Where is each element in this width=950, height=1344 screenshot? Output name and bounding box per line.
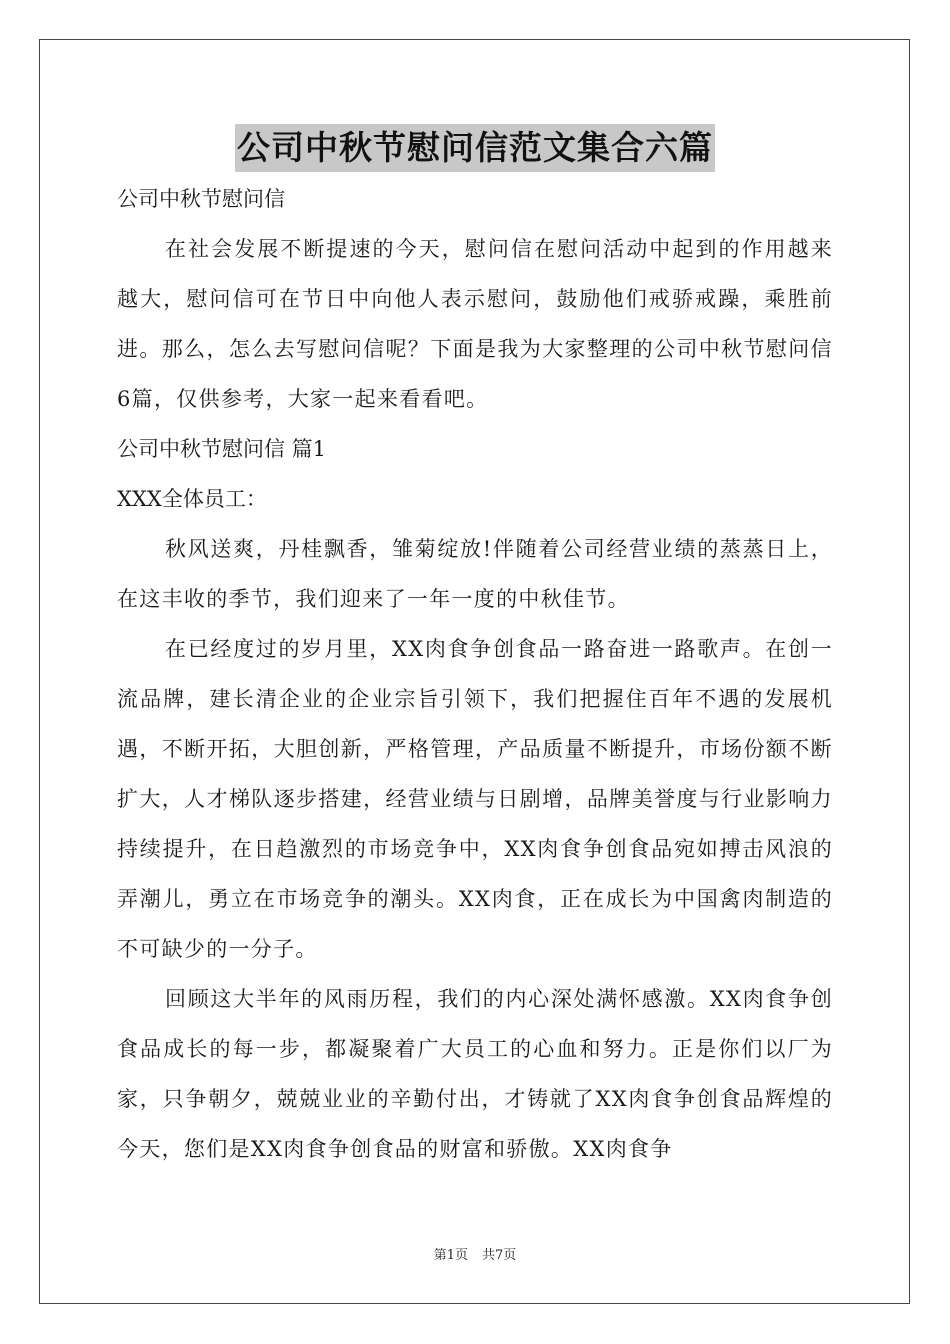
document-body <box>117 174 833 1174</box>
section-heading: 公司中秋节慰问信 篇1 <box>117 437 327 461</box>
page-total: 共7页 <box>482 1248 517 1263</box>
title-container <box>0 124 950 172</box>
document-title: 公司中秋节慰问信范文集合六篇 <box>235 124 715 172</box>
salutation: XXX全体员工： <box>117 487 267 511</box>
body-paragraph-3: 回顾这大半年的风雨历程，我们的内心深处满怀感激。XX肉食争创食品成长的每一步，都凝聚着广大员工的心血和努力。正是你们以厂为家，只争朝夕，兢兢业业的辛勤付出，才铸就了XX肉食争创食品辉煌的今天，您们是XX肉食争创食品的财富和骄傲。XX肉食争 <box>117 987 833 1161</box>
page-number: 第1页 <box>433 1248 468 1263</box>
intro-paragraph: 在社会发展不断提速的今天，慰问信在慰问活动中起到的作用越来越大，慰问信可在节日中向他人表示慰问，鼓励他们戒骄戒躁，乘胜前进。那么，怎么去写慰问信呢？下面是我为大家整理的公司中秋节慰问信6篇，仅供参考，大家一起来看看吧。 <box>117 237 833 411</box>
page-footer <box>0 1244 950 1263</box>
document-subtitle: 公司中秋节慰问信 <box>117 187 285 211</box>
body-paragraph-2: 在已经度过的岁月里，XX肉食争创食品一路奋进一路歌声。在创一流品牌，建长清企业的企业宗旨引领下，我们把握住百年不遇的发展机遇，不断开拓，大胆创新，严格管理，产品质量不断提升，市场份额不断扩大，人才梯队逐步搭建，经营业绩与日剧增，品牌美誉度与行业影响力持续提升，在日趋激烈的市场竞争中，XX肉食争创食品宛如搏击风浪的弄潮儿，勇立在市场竞争的潮头。XX肉食，正在成长为中国禽肉制造的不可缺少的一分子。 <box>117 637 833 961</box>
body-paragraph-1: 秋风送爽，丹桂飘香，雏菊绽放!伴随着公司经营业绩的蒸蒸日上，在这丰收的季节，我们迎来了一年一度的中秋佳节。 <box>117 537 833 611</box>
